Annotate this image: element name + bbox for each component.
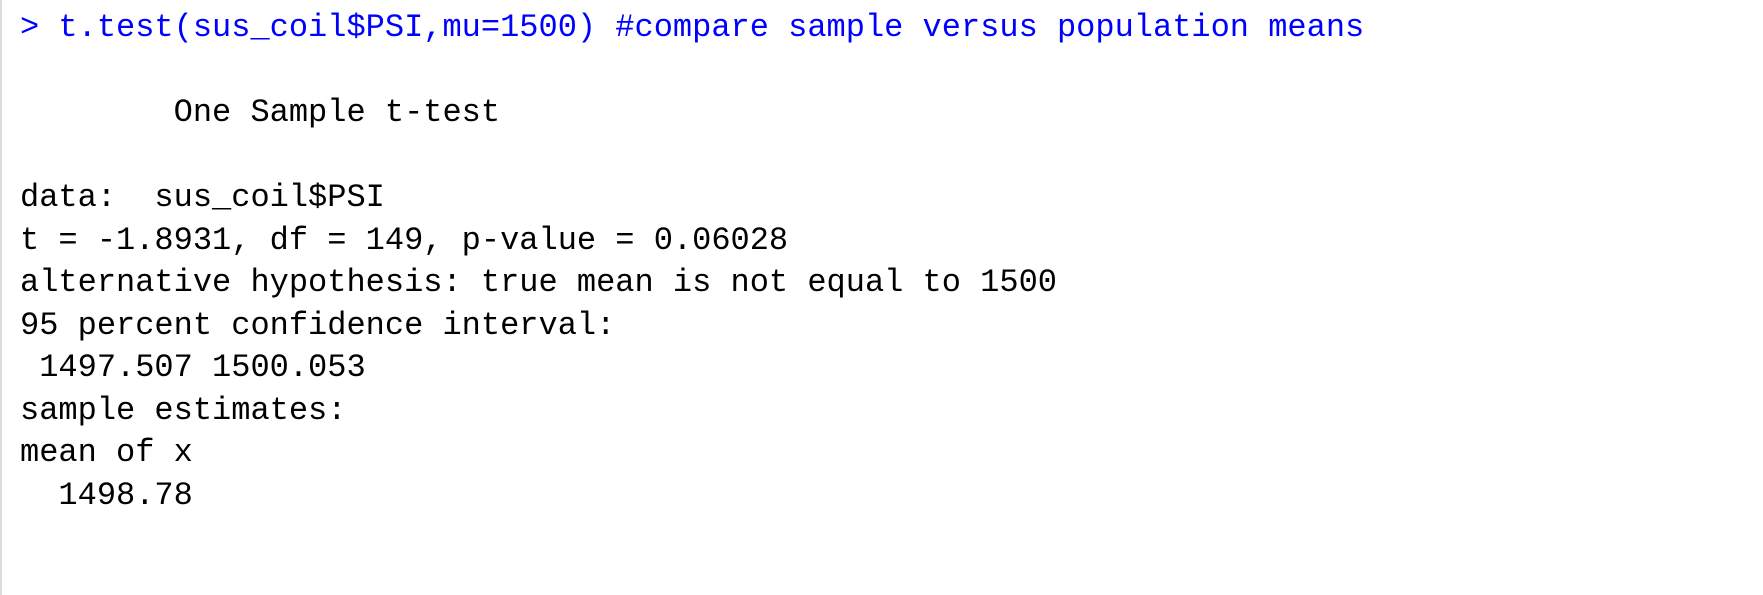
sample-estimates-label: sample estimates: [20, 392, 347, 429]
confidence-interval-values: 1497.507 1500.053 [20, 349, 366, 386]
data-line: data: sus_coil$PSI [20, 179, 385, 216]
console-prompt: > [20, 9, 59, 46]
confidence-interval-label: 95 percent confidence interval: [20, 307, 616, 344]
mean-value: 1498.78 [20, 477, 193, 514]
console-command-text: t.test(sus_coil$PSI,mu=1500) #compare sample versus population means [58, 9, 1365, 46]
mean-label: mean of x [20, 434, 193, 471]
console-command-line [20, 7, 1364, 50]
stats-line: t = -1.8931, df = 149, p-value = 0.06028 [20, 222, 789, 259]
alternative-hypothesis-line: alternative hypothesis: true mean is not equal to 1500 [20, 264, 1057, 301]
test-title: One Sample t-test [20, 94, 501, 131]
